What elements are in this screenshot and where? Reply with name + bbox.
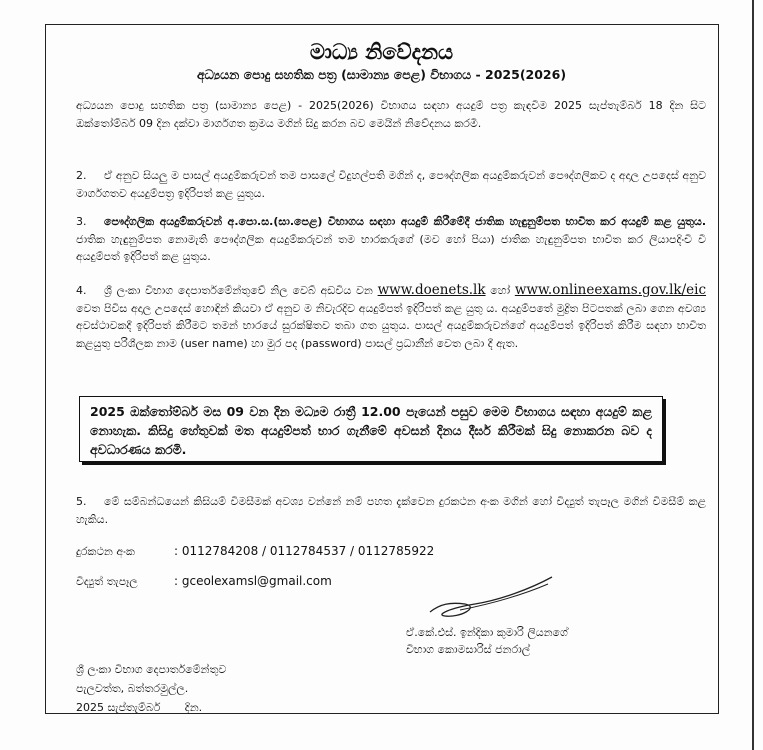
paragraph-2-number: 2.	[76, 169, 87, 182]
signatory-title: විභාග කොමසාරිස් ජනරාල්	[406, 643, 531, 656]
sender-date: 2025 සැප්තැම්බර් දින.	[76, 701, 203, 714]
email-address[interactable]: : gceolexamsl@gmail.com	[174, 574, 332, 588]
paragraph-3-text: ජාතික හැඳුනුම්පත නොමැති පෞද්ගලික අයදුම්කරුවන් තම භාරකරුගේ (මව හෝ පියා) ජාතික හැඳුනුම්පත භාවිත කර ලියාපදිංචි වී අයදුම්පත් ඉදිරිපත් කළ යුතුය.	[76, 232, 706, 263]
paragraph-4-number: 4.	[76, 284, 87, 297]
paragraph-5-number: 5.	[76, 495, 87, 508]
paragraph-2	[76, 167, 706, 202]
paragraph-4-text-a: ශ්‍රී ලංකා විභාග දෙපාර්තමේන්තුවේ නිල වෙබ් අඩවිය වන	[104, 284, 378, 297]
paragraph-2-text: ඒ අනුව සියලු ම පාසල් අයදුම්කරුවන් තම පාසලේ විදුහල්පති මගින් ද, පෞද්ගලික අයදුම්කරුවන් පෞද්ගලිකව ද අදාල උපදෙස් අනුව මාර්ගගතව අයදුම්පත්‍ර ඉදිරිපත් කළ යුතුය.	[76, 169, 706, 200]
paragraph-3	[76, 213, 706, 266]
phone-label: දුරකථන අංක	[76, 545, 135, 558]
paragraph-4-text-c: වෙත පිවිස අදාල උපදෙස් හොඳින් කියවා ඒ අනුව ම නිවැරදිව අයදුම්පත් ඉදිරිපත් කළ යුතු ය. අයදුම්පතේ මුද්‍රිත පිටපතක් ලබා ගෙන අවශ්‍ය අවස්ථාවකදී ඉදිරිපත් කිරීමට තමන් භාරයේ සුරක්ෂිතව තබා ගත යුතුය. පාසල් අයදුම්කරුවන්ගේ අයදුම්පත් ඉදිරිපත් කිරීම සඳහා භාවිත කළයුතු පරිශීලක නාම (user name) හා මුර පද (password) පාසල් ප්‍රධානීන් වෙත ලබා දී ඇත.	[76, 301, 706, 350]
paragraph-5	[76, 493, 706, 528]
intro-paragraph	[76, 97, 706, 132]
paragraph-3-number: 3.	[76, 215, 87, 228]
email-label: විද්‍යුත් තැපෑල	[76, 575, 138, 588]
signature-icon	[420, 574, 570, 624]
sender-department: ශ්‍රී ලංකා විභාග දෙපාර්තමේන්තුව	[76, 663, 227, 676]
paragraph-5-text: මේ සම්බන්ධයෙන් කිසියම් විමසීමක් අවශ්‍ය වන්නේ නම් පහත දැක්වෙන දුරකථන අංක මගින් හෝ විද්‍යුත් තැපෑල මගින් විමසීම් කළ හැකිය.	[76, 495, 706, 526]
sender-address: පැලවත්ත, බත්තරමුල්ල.	[76, 682, 189, 695]
page-subtitle: අධ්‍යයන පොදු සහතික පත්‍ර (සාමාන්‍ය පෙළ) විභාගය - 2025(2026)	[196, 67, 567, 82]
deadline-notice-box	[79, 396, 663, 462]
paragraph-4	[76, 282, 706, 352]
deadline-notice-text: 2025 ඔක්තෝම්බර් මස 09 වන දින මධ්‍යම රාත්‍රී 12.00 පැයෙන් පසුව මෙම විභාගය සඳහා අයදුම් කළ නොහැක. කිසිදු හේතුවක් මත අයදුම්පත් භාර ගැනීමේ අවසන් දිනය දීර්ඝ කිරීමක් සිදු නොකරන බව ද අවධාරණය කරමි.	[90, 404, 652, 457]
doenets-link[interactable]: www.doenets.lk	[377, 282, 486, 298]
onlineexams-link[interactable]: www.onlineexams.gov.lk/eic	[514, 282, 707, 298]
page-title: මාධ්‍ය නිවේදනය	[309, 40, 454, 64]
scan-edge-line	[752, 0, 754, 750]
paragraph-4-text-b: හෝ	[485, 284, 515, 297]
signatory-name: ඒ.කේ.එස්. ඉන්දිකා කුමාරි ලියනගේ	[406, 626, 568, 639]
intro-text: අධ්‍යයන පොදු සහතික පත්‍ර (සාමාන්‍ය පෙළ) - 2025(2026) විභාගය සඳහා අයදුම් පත්‍ර කැඳවීම 2025 සැප්තැම්බර් 18 දින සිට ඔක්තෝම්බර් 09 දින දක්වා මාර්ගගත ක්‍රමය මගින් සිදු කරන බව මෙයින් නිවේදනය කරමි.	[76, 99, 706, 130]
phone-numbers: : 0112784208 / 0112784537 / 0112785922	[174, 544, 435, 558]
paragraph-3-bold-text: පෞද්ගලික අයදුම්කරුවන් අ.පො.ස.(සා.පෙළ) විභාගය සඳහා අයදුම් කිරීමේදී ජාතික හැඳුනුම්පත භාවිත කර අයදුම් කළ යුතුය.	[104, 215, 706, 228]
